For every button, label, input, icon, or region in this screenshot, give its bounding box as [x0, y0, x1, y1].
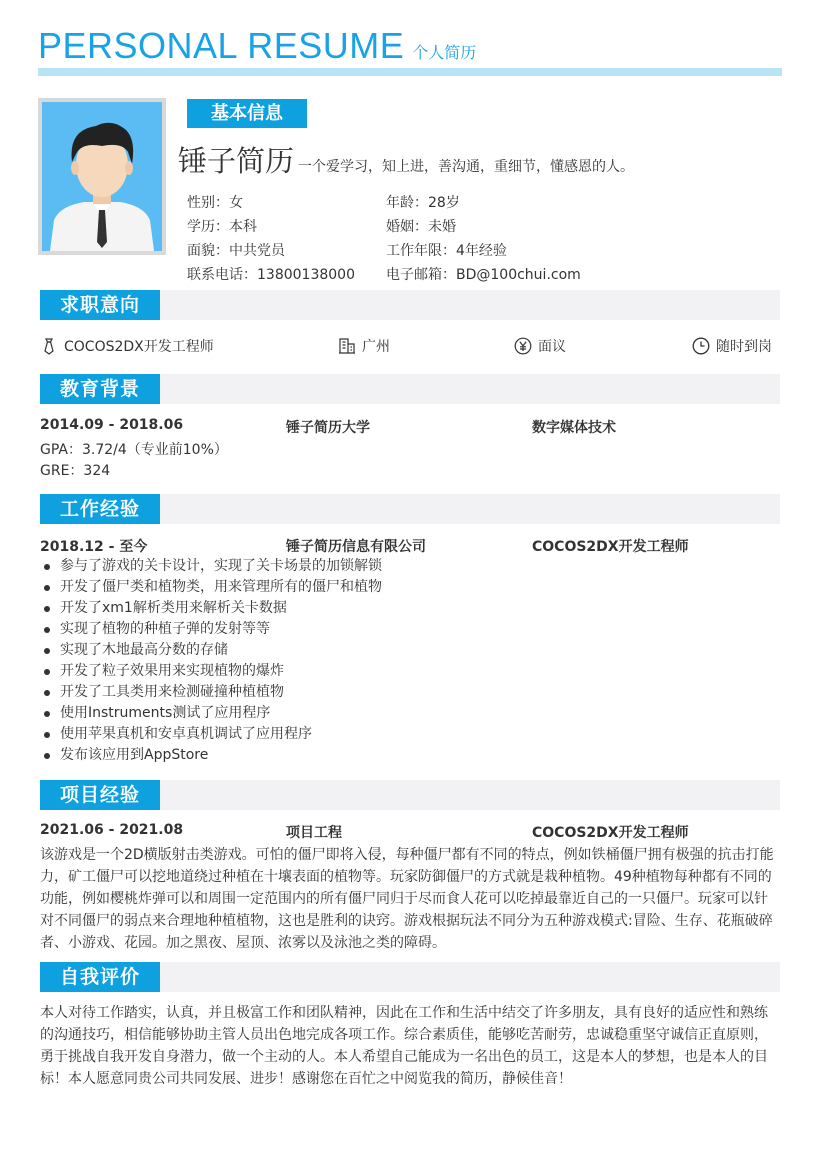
list-item: 开发了工具类用来检测碰撞种植植物	[40, 682, 780, 703]
section-education	[40, 374, 780, 404]
intent-availability	[692, 336, 772, 356]
paragraph-line: 本人对待工作踏实，认真，并且极富工作和团队精神，因此在工作和生活中结交了许多朋友，具有良好的适应性和熟练	[40, 1005, 768, 1021]
info-email: 电子邮箱：BD@100chui.com	[386, 267, 581, 283]
paragraph-line: 对不同僵尸的弱点来合理地种植植物，这也是胜利的诀窍。游戏根据玩法不同分为五种游戏模式:冒险、生存、花瓶破碎	[40, 913, 773, 929]
info-education: 学历：本科	[187, 219, 257, 235]
yen-icon	[514, 337, 532, 355]
avatar-illustration	[42, 102, 162, 251]
section-intent	[40, 290, 780, 320]
education-school: 锤子简历大学	[286, 420, 370, 436]
building-icon	[338, 337, 356, 355]
candidate-name: 锤子简历	[178, 144, 295, 178]
work-company: 锤子简历信息有限公司	[286, 539, 426, 555]
list-item: 使用Instruments测试了应用程序	[40, 703, 780, 724]
clock-icon	[692, 337, 710, 355]
list-item: 实现了植物的种植子弹的发射等等	[40, 619, 780, 640]
info-experience: 工作年限：4年经验	[386, 243, 507, 259]
education-period: 2014.09 - 2018.06	[40, 417, 184, 433]
intent-position-text: COCOS2DX开发工程师	[64, 339, 214, 355]
section-self-evaluation	[40, 962, 780, 992]
section-tag-intent: 求职意向	[40, 290, 160, 320]
section-work	[40, 494, 780, 524]
resume-header	[38, 25, 477, 66]
intent-position	[40, 336, 214, 356]
section-tag-basic: 基本信息	[187, 99, 307, 128]
list-item: 开发了僵尸类和植物类，用来管理所有的僵尸和植物	[40, 577, 780, 598]
info-phone: 联系电话：13800138000	[187, 267, 355, 283]
project-name: 项目工程	[286, 825, 342, 841]
project-period: 2021.06 - 2021.08	[40, 822, 184, 838]
info-politics: 面貌：中共党员	[187, 243, 285, 259]
list-item: 开发了xm1解析类用来解析关卡数据	[40, 598, 780, 619]
section-project	[40, 780, 780, 810]
intent-salary	[514, 336, 566, 356]
paragraph-line: 的沟通技巧，相信能够协助主管人员出色地完成各项工作。综合素质佳，能够吃苦耐劳，忠诚稳重坚守诚信正直原则，	[40, 1027, 768, 1043]
header-divider	[38, 68, 782, 76]
paragraph-line: 者、小游戏、花园。加之黑夜、屋顶、浓雾以及泳池之类的障碍。	[40, 935, 446, 951]
work-duties-list	[40, 556, 780, 766]
education-gpa: GPA：3.72/4（专业前10%）	[40, 442, 228, 458]
candidate-motto: 一个爱学习，知上进，善沟通，重细节，懂感恩的人。	[298, 159, 635, 175]
paragraph-line: 勇于挑战自我开发自身潜力，做一个主动的人。本人希望自己能成为一名出色的员工，这是本人的梦想，也是本人的目	[40, 1049, 768, 1065]
work-period: 2018.12 - 至今	[40, 539, 148, 555]
intent-salary-text: 面议	[538, 339, 566, 355]
project-description	[40, 844, 780, 954]
avatar	[38, 98, 166, 255]
name-line	[178, 139, 634, 180]
section-tag-self: 自我评价	[40, 962, 160, 992]
list-item: 开发了粒子效果用来实现植物的爆炸	[40, 661, 780, 682]
list-item: 参与了游戏的关卡设计，实现了关卡场景的加锁解锁	[40, 556, 780, 577]
project-role: COCOS2DX开发工程师	[532, 825, 689, 841]
info-gender: 性别：女	[187, 195, 243, 211]
info-marriage: 婚姻：未婚	[386, 219, 456, 235]
list-item: 发布该应用到AppStore	[40, 745, 780, 766]
intent-availability-text: 随时到岗	[716, 339, 772, 355]
intent-city-text: 广州	[362, 339, 390, 355]
resume-title: PERSONAL RESUME	[38, 25, 405, 66]
education-gre: GRE：324	[40, 463, 111, 479]
list-item: 实现了木地最高分数的存储	[40, 640, 780, 661]
tie-icon	[40, 337, 58, 355]
paragraph-line: 该游戏是一个2D横版射击类游戏。可怕的僵尸即将入侵，每种僵尸都有不同的特点，例如铁桶僵尸拥有极强的抗击打能	[40, 847, 774, 863]
resume-subtitle: 个人简历	[412, 43, 477, 62]
work-role: COCOS2DX开发工程师	[532, 539, 689, 555]
paragraph-line: 标！本人愿意同贵公司共同发展、进步！感谢您在百忙之中阅览我的简历，静候佳音！	[40, 1071, 572, 1087]
list-item: 使用苹果真机和安卓真机调试了应用程序	[40, 724, 780, 745]
self-evaluation-text	[40, 1002, 780, 1090]
section-tag-project: 项目经验	[40, 780, 160, 810]
section-tag-education: 教育背景	[40, 374, 160, 404]
paragraph-line: 力，矿工僵尸可以挖地道绕过种植在十壤表面的植物等。玩家防御僵尸的方式就是栽种植物。49种植物每种都有不同的	[40, 869, 772, 885]
intent-city	[338, 336, 390, 356]
paragraph-line: 功能，例如樱桃炸弹可以和周围一定范围内的所有僵尸同归于尽而食人花可以吃掉最靠近自己的一只僵尸。玩家可以针	[40, 891, 768, 907]
info-age: 年龄：28岁	[386, 195, 460, 211]
education-major: 数字媒体技术	[532, 420, 616, 436]
section-tag-work: 工作经验	[40, 494, 160, 524]
